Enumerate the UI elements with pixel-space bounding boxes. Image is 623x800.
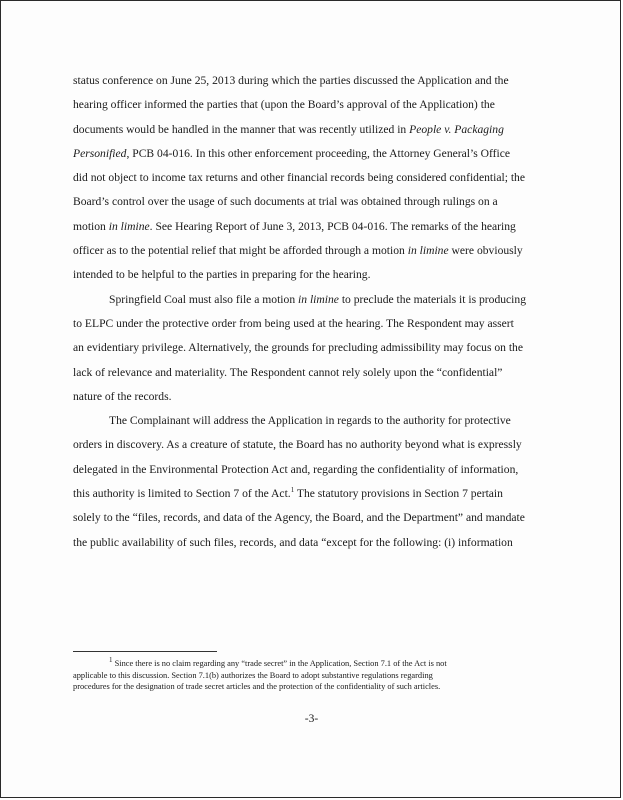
case-citation: People v. Packaging [409, 122, 504, 136]
paragraph-2 [73, 288, 549, 409]
text-line: lack of relevance and materiality. The Respondent cannot rely solely upon the “confidential” [73, 365, 503, 379]
text-line [73, 142, 549, 166]
text-line: orders in discovery. As a creature of statute, the Board has no authority beyond what is expressly [73, 438, 522, 452]
text-line: did not object to income tax returns and other financial records being considered confidential; the [73, 171, 526, 185]
footnote-marker: 1 [109, 656, 113, 665]
text-line [73, 288, 549, 312]
text-run: motion [73, 219, 109, 233]
text-run: The statutory provisions in Section 7 pertain [294, 487, 503, 501]
text-run: , PCB 04-016. In this other enforcement proceeding, the Attorney General’s Office [126, 146, 511, 160]
paragraph-1 [73, 69, 549, 288]
text-run: documents would be handled in the manner that was recently utilized in [73, 122, 410, 136]
text-line [73, 215, 549, 239]
page-number: -3- [304, 713, 319, 725]
latin-term: in limine [298, 292, 339, 306]
text-run: were obviously [448, 244, 523, 258]
footnote-divider [73, 651, 217, 652]
latin-term: in limine [108, 219, 150, 233]
footnote-reference[interactable]: 1 [290, 486, 295, 495]
text-run: this authority is limited to Section 7 of the Act. [73, 487, 291, 501]
text-line: solely to the “files, records, and data of the Agency, the Board, and the Department” and mandate [73, 511, 525, 525]
text-line: The Complainant will address the Application in regards to the authority for protective [109, 414, 511, 428]
text-line: nature of the records. [73, 389, 172, 403]
text-run: officer as to the potential relief that might be afforded through a motion [73, 244, 408, 258]
text-run: to preclude the materials it is producing [338, 292, 526, 306]
case-citation: Personified [73, 146, 127, 160]
text-line [73, 118, 549, 142]
text-line: intended to be helpful to the parties in preparing for the hearing. [73, 268, 371, 282]
text-run: . See Hearing Report of June 3, 2013, PCB 04-016. The remarks of the hearing [149, 219, 516, 233]
text-line: to ELPC under the protective order from being used at the hearing. The Respondent may assert [73, 316, 514, 330]
footnote [73, 658, 549, 693]
body-text [73, 69, 549, 555]
text-run: Since there is no claim regarding any “trade secret” in the Application, Section 7.1 of the Act is not [114, 659, 447, 668]
latin-term: in limine [407, 244, 449, 258]
text-line: Board’s control over the usage of such documents at trial was obtained through rulings on a [73, 195, 498, 209]
text-line: the public availability of such files, records, and data “except for the following: (i) information [73, 535, 513, 549]
text-line: delegated in the Environmental Protection Act and, regarding the confidentiality of information, [73, 462, 519, 476]
text-run: Springfield Coal must also file a motion [109, 292, 299, 306]
text-line: status conference on June 25, 2013 during which the parties discussed the Application and the [73, 74, 509, 87]
footnote-line [73, 658, 549, 670]
footnote-line: applicable to this discussion. Section 7.1(b) authorizes the Board to adopt substantive regulations regarding [73, 670, 433, 680]
paragraph-3 [73, 409, 549, 555]
text-line: an evidentiary privilege. Alternatively, the grounds for precluding admissibility may focus on the [73, 341, 524, 355]
text-line [73, 239, 549, 263]
text-line: hearing officer informed the parties that (upon the Board’s approval of the Application) the [73, 98, 495, 112]
footnote-line: procedures for the designation of trade secret articles and the protection of the confidentiality of such articles. [73, 682, 441, 691]
text-line [73, 482, 549, 506]
